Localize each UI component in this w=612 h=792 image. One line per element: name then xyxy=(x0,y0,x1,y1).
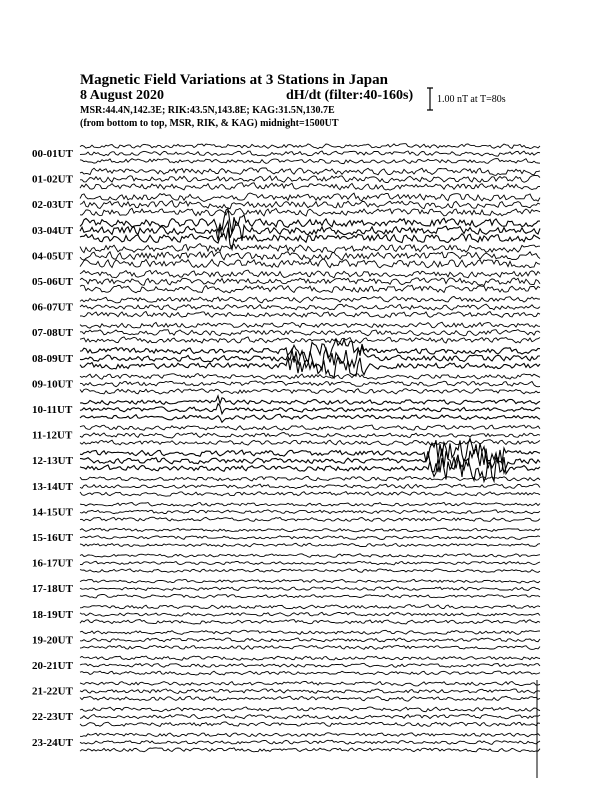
row-label-22-23UT: 22-23UT xyxy=(32,711,73,724)
trace-00-01UT-MSR xyxy=(80,159,540,164)
row-label-12-13UT: 12-13UT xyxy=(32,455,73,468)
trace-00-01UT-RIK xyxy=(80,151,540,156)
trace-05-06UT-RIK xyxy=(80,278,540,286)
trace-15-16UT-RIK xyxy=(80,536,540,540)
trace-09-10UT-KAG xyxy=(80,374,540,380)
row-label-20-21UT: 20-21UT xyxy=(32,660,73,672)
row-label-01-02UT: 01-02UT xyxy=(32,173,73,186)
row-label-11-12UT: 11-12UT xyxy=(32,429,73,442)
trace-02-03UT-KAG xyxy=(80,193,540,202)
row-label-16-17UT: 16-17UT xyxy=(32,557,73,570)
trace-16-17UT-RIK xyxy=(80,561,540,565)
trace-17-18UT-MSR xyxy=(80,594,540,598)
row-label-04-05UT: 04-05UT xyxy=(32,250,73,263)
trace-11-12UT-RIK xyxy=(80,433,540,439)
trace-10-11UT-KAG xyxy=(80,396,540,405)
row-label-10-11UT: 10-11UT xyxy=(32,404,73,416)
trace-04-05UT-KAG xyxy=(80,244,540,253)
row-label-18-19UT: 18-19UT xyxy=(32,608,73,621)
trace-01-02UT-KAG xyxy=(80,168,540,176)
trace-14-15UT-KAG xyxy=(80,502,540,506)
chart-date: 8 August 2020 xyxy=(80,88,165,103)
scale-bar-label: 1.00 nT at T=80s xyxy=(437,94,506,105)
row-label-08-09UT: 08-09UT xyxy=(32,352,73,365)
trace-05-06UT-MSR xyxy=(80,285,540,293)
trace-01-02UT-MSR xyxy=(80,183,540,190)
row-label-21-22UT: 21-22UT xyxy=(32,685,73,698)
row-label-00-01UT: 00-01UT xyxy=(32,148,73,160)
trace-09-10UT-MSR xyxy=(80,389,540,394)
trace-13-14UT-RIK xyxy=(80,484,540,489)
row-label-09-10UT: 09-10UT xyxy=(32,378,73,391)
trace-09-10UT-RIK xyxy=(80,381,540,387)
trace-11-12UT-KAG xyxy=(80,425,540,430)
row-label-13-14UT: 13-14UT xyxy=(32,480,73,493)
trace-18-19UT-RIK xyxy=(80,612,540,616)
trace-05-06UT-KAG xyxy=(80,270,540,278)
scale-bar xyxy=(427,88,433,110)
trace-22-23UT-MSR xyxy=(80,722,540,727)
trace-17-18UT-KAG xyxy=(80,579,540,583)
trace-02-03UT-MSR xyxy=(80,208,540,216)
station-order-note: (from bottom to top, MSR, RIK, & KAG) midnight=1500UT xyxy=(80,118,339,129)
row-label-19-20UT: 19-20UT xyxy=(32,634,73,647)
trace-08-09UT-MSR xyxy=(80,357,540,379)
row-label-05-06UT: 05-06UT xyxy=(32,276,73,288)
trace-02-03UT-RIK xyxy=(80,201,540,209)
trace-23-24UT-KAG xyxy=(80,733,540,737)
trace-15-16UT-MSR xyxy=(80,543,540,546)
trace-04-05UT-RIK xyxy=(80,251,540,260)
trace-10-11UT-RIK xyxy=(80,404,540,414)
trace-04-05UT-MSR xyxy=(80,259,540,268)
trace-01-02UT-RIK xyxy=(80,176,540,183)
trace-19-20UT-MSR xyxy=(80,645,540,649)
row-label-06-07UT: 06-07UT xyxy=(32,301,73,314)
row-label-15-16UT: 15-16UT xyxy=(32,532,73,544)
trace-19-20UT-RIK xyxy=(80,638,540,642)
row-label-03-04UT: 03-04UT xyxy=(32,224,73,237)
trace-18-19UT-MSR xyxy=(80,620,540,625)
station-coordinates: MSR:44.4N,142.3E; RIK:43.5N,143.8E; KAG:31.5N,130.7E xyxy=(80,105,335,116)
row-label-17-18UT: 17-18UT xyxy=(32,583,73,596)
trace-23-24UT-RIK xyxy=(80,740,540,744)
chart-title: Magnetic Field Variations at 3 Stations in Japan xyxy=(80,72,388,88)
trace-22-23UT-RIK xyxy=(80,714,540,719)
row-label-07-08UT: 07-08UT xyxy=(32,327,73,340)
trace-20-21UT-MSR xyxy=(80,671,540,675)
trace-00-01UT-KAG xyxy=(80,144,540,149)
trace-13-14UT-MSR xyxy=(80,492,540,497)
trace-15-16UT-KAG xyxy=(80,528,540,532)
trace-07-08UT-RIK xyxy=(80,330,540,336)
row-label-14-15UT: 14-15UT xyxy=(32,506,73,519)
trace-16-17UT-MSR xyxy=(80,569,540,573)
trace-20-21UT-RIK xyxy=(80,663,540,667)
trace-17-18UT-RIK xyxy=(80,587,540,591)
trace-07-08UT-MSR xyxy=(80,337,540,343)
trace-14-15UT-MSR xyxy=(80,517,540,521)
trace-07-08UT-KAG xyxy=(80,322,540,328)
trace-10-11UT-MSR xyxy=(80,414,540,422)
row-label-23-24UT: 23-24UT xyxy=(32,736,73,749)
trace-21-22UT-KAG xyxy=(80,681,540,686)
trace-16-17UT-KAG xyxy=(80,554,540,558)
trace-21-22UT-MSR xyxy=(80,696,540,701)
trace-23-24UT-MSR xyxy=(80,748,540,752)
trace-12-13UT-MSR xyxy=(80,457,540,481)
trace-20-21UT-KAG xyxy=(80,656,540,660)
trace-18-19UT-KAG xyxy=(80,605,540,609)
trace-22-23UT-KAG xyxy=(80,707,540,712)
trace-06-07UT-RIK xyxy=(80,304,540,310)
trace-06-07UT-KAG xyxy=(80,296,540,302)
row-label-02-03UT: 02-03UT xyxy=(32,199,73,212)
trace-13-14UT-KAG xyxy=(80,476,540,481)
trace-21-22UT-RIK xyxy=(80,689,540,694)
trace-06-07UT-MSR xyxy=(80,312,540,318)
trace-19-20UT-KAG xyxy=(80,630,540,634)
chart-filter: dH/dt (filter:40-160s) xyxy=(286,88,414,103)
trace-14-15UT-RIK xyxy=(80,510,540,514)
